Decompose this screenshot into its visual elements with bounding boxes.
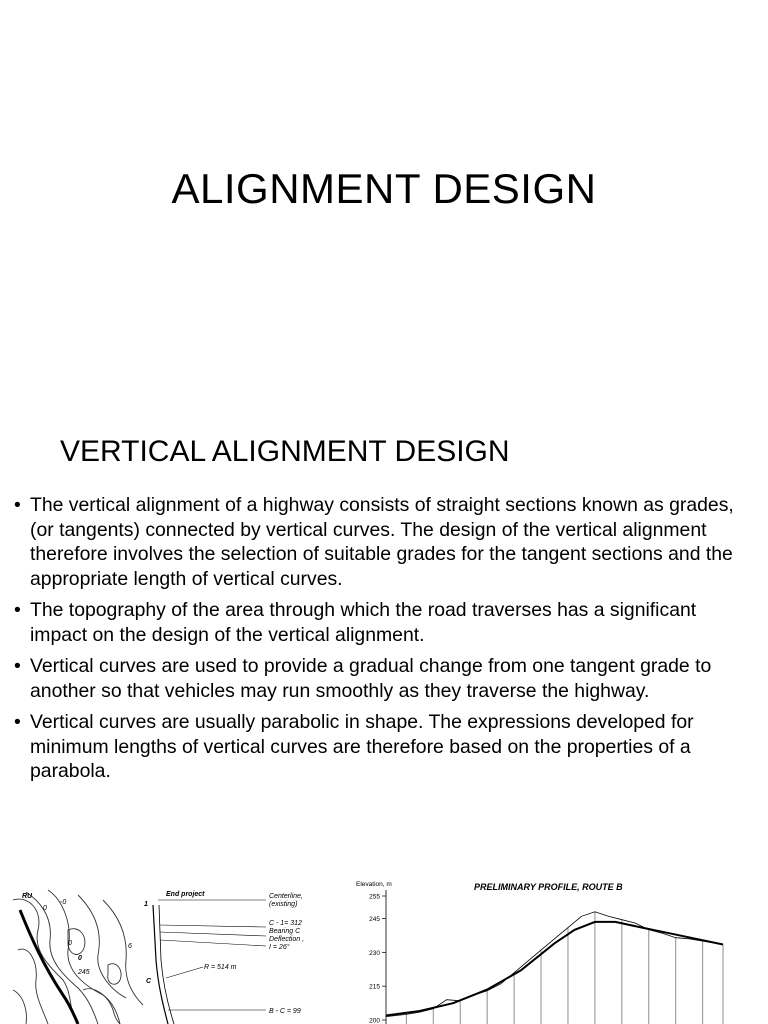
leader-line xyxy=(160,925,266,927)
bullet-dot-icon: • xyxy=(14,655,21,677)
leader-line xyxy=(166,967,203,978)
contour-line xyxy=(108,964,121,985)
label-centerline: Centerline, xyxy=(269,893,303,900)
label-c1: C - 1= 312 xyxy=(269,920,302,927)
bullet-text: The vertical alignment of a highway consists of straight sections known as grades, (or tangents) connected by vertical curves. The design of the vertical alignment therefore involves the selection of suitable grades for the tangent sections and the appropriate length of vertical curves. xyxy=(30,494,734,590)
label-point-1: 1 xyxy=(144,901,148,908)
bullet-item xyxy=(14,654,754,703)
label-six: 6 xyxy=(128,943,132,950)
chart-title: PRELIMINARY PROFILE, ROUTE B xyxy=(474,882,623,892)
contour-line xyxy=(103,900,143,1005)
bullet-dot-icon: • xyxy=(14,711,21,733)
label-bearing: Bearing C xyxy=(269,928,301,935)
label-deflection: Deflection , xyxy=(269,936,305,943)
label-bc: B - C = 99 xyxy=(269,1008,301,1015)
bullet-text: Vertical curves are used to provide a gradual change from one tangent grade to another so that vehicles may run smoothly as they traverse the highway. xyxy=(30,655,712,702)
chart-ylabel: Elevation, m xyxy=(356,881,392,888)
y-tick-label: 200 xyxy=(369,1017,380,1024)
bullet-list xyxy=(14,493,754,791)
contour-line xyxy=(48,890,120,1024)
bullet-item xyxy=(14,598,754,647)
bullet-item xyxy=(14,493,754,591)
label-existing: (existing) xyxy=(269,901,298,908)
bullet-dot-icon: • xyxy=(14,494,21,516)
y-tick-label: 245 xyxy=(369,916,380,924)
highway-centerline xyxy=(20,910,78,1024)
bullet-dot-icon: • xyxy=(14,599,21,621)
label-end-project: End project xyxy=(166,891,205,898)
y-tick-label: 255 xyxy=(369,893,380,901)
label-zero: -0 xyxy=(60,899,67,906)
bullet-text: The topography of the area through which the road traverses has a significant impact on the design of the vertical alignment. xyxy=(30,599,697,646)
leader-line xyxy=(160,940,266,946)
bullet-text: Vertical curves are usually parabolic in shape. The expressions developed for minimum lengths of vertical curves are therefore based on the properties of a parabola. xyxy=(30,711,694,782)
label-zero: 0 xyxy=(43,905,47,912)
label-ru: RU xyxy=(22,893,33,900)
label-zero: 0 xyxy=(78,955,82,962)
y-tick-label: 230 xyxy=(369,949,380,957)
label-point-c: C xyxy=(146,978,152,985)
label-radius: R = 514 m xyxy=(204,964,237,971)
label-angle: I = 26° xyxy=(269,944,290,951)
profile-chart xyxy=(318,868,758,1024)
leader-line xyxy=(160,932,266,936)
contour-line xyxy=(13,990,26,1024)
label-contour-245: 245 xyxy=(78,969,90,976)
bullet-item xyxy=(14,710,754,784)
alignment-map-figure xyxy=(8,870,308,1024)
label-zero: 0 xyxy=(68,940,72,947)
y-tick-label: 215 xyxy=(369,983,380,991)
proposed-alignment-offset xyxy=(159,905,174,1024)
grade-line-series xyxy=(386,922,723,1016)
contour-line xyxy=(83,989,120,1024)
slide-title: ALIGNMENT DESIGN xyxy=(171,165,597,212)
proposed-alignment xyxy=(153,905,168,1024)
ground-line-series xyxy=(386,912,723,1017)
section-title: VERTICAL ALIGNMENT DESIGN xyxy=(60,435,510,468)
